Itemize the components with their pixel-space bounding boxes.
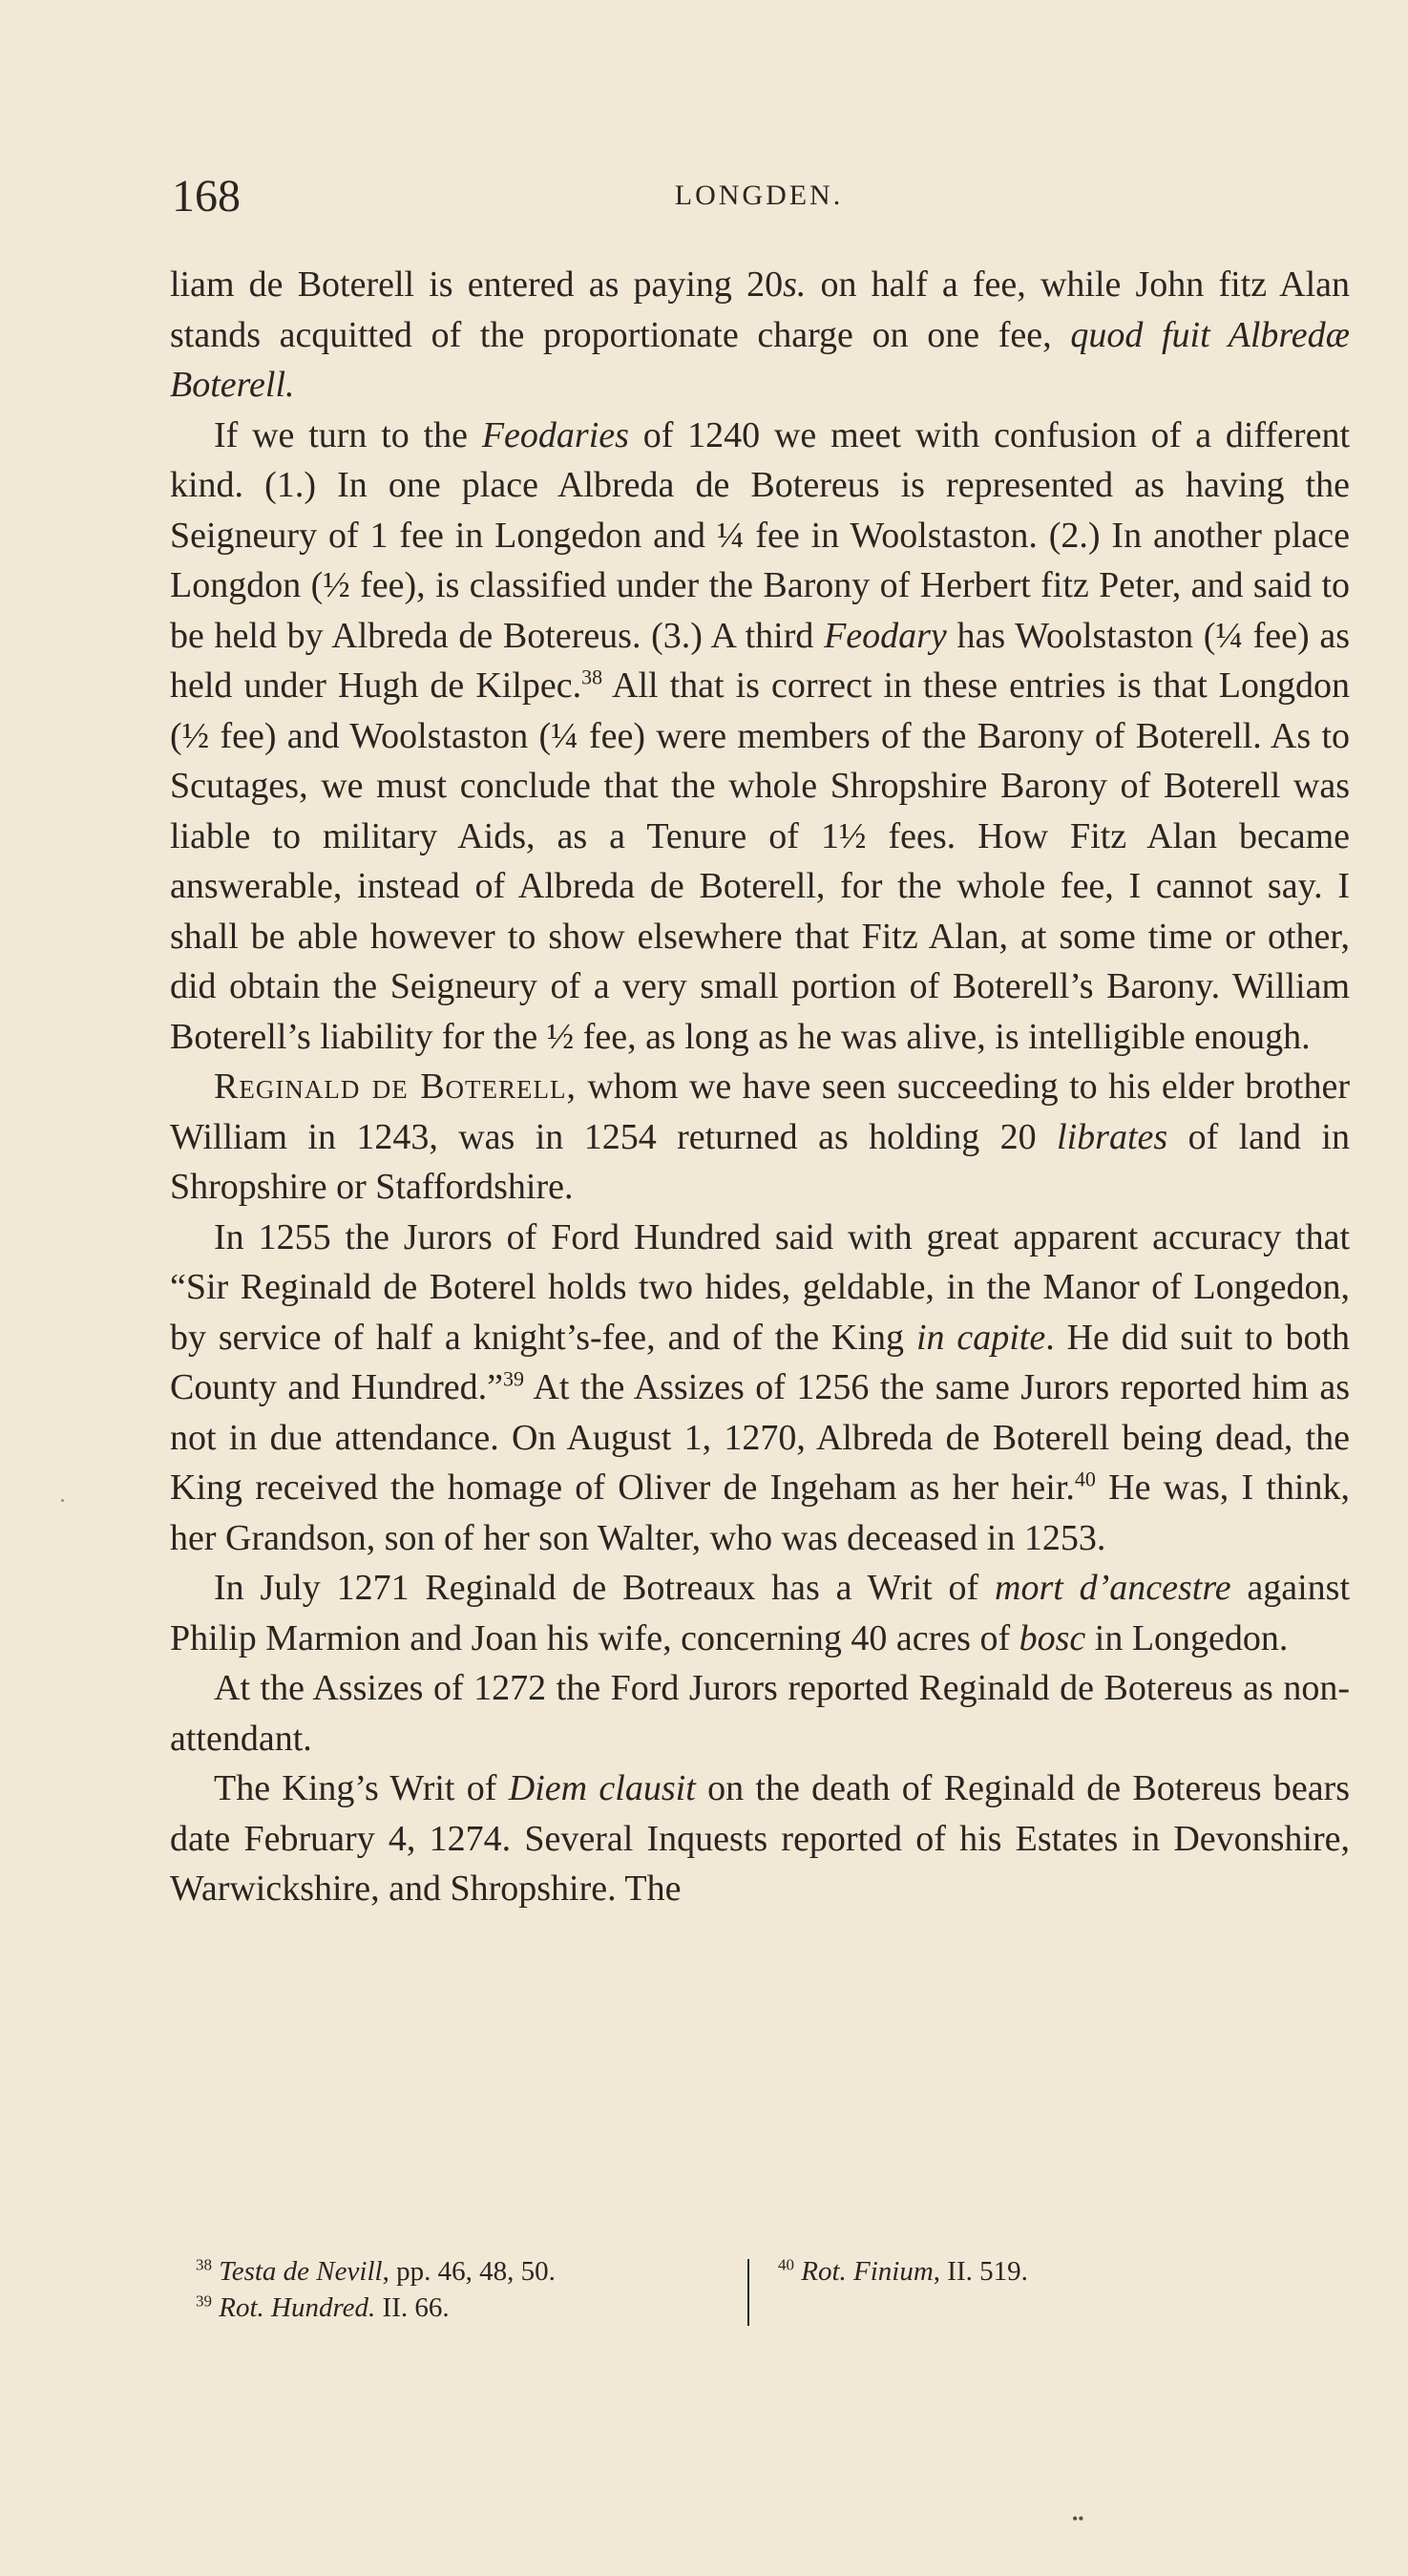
paragraph-4: In 1255 the Jurors of Ford Hundred said with great apparent accuracy that “Sir Reginald de Boterel holds two hides, geldable, in the Manor of Longedon, by service of half a knight’s-fee, and of the King in capite. He did suit to both County and Hundred.”$^{39}$ At the Assizes of 1256 the same Jurors reported him as not in due attendance. On August 1, 1270, Albreda de Boterell being dead, the King received the homage of Oliver de Ingeham as her heir.$^{40}$ He was, I think, her Grandson, son of her son Walter, who was deceased in 1253.: [170, 1216, 1351, 1558]
footnote-40: $^{40}$ Rot. Finium, II. 519.: [778, 2255, 1028, 2287]
footnote-ref-38[interactable]: 38: [581, 665, 603, 689]
paragraph-1: liam de Boterell is entered as paying 20s. on half a fee, while John fitz Alan stands acquitted of the proportionate charge on one fee, quod fuit Albredæ Boterell.: [170, 264, 1350, 405]
paper-speck: [61, 1499, 64, 1502]
bottom-mark: ••: [1072, 2509, 1084, 2528]
paragraph-7: The King’s Writ of Diem clausit on the death of Reginald de Botereus bears date February 4, 1274. Several Inquests reported of his Estates in Devonshire, Warwickshire, and Shropshire. The: [170, 1768, 1351, 1909]
paragraph-3: Reginald de Boterell, whom we have seen succeeding to his elder brother William in 1243, was in 1254 returned as holding 20 librates of land in Shropshire or Staffordshire.: [170, 1066, 1351, 1207]
footnote-ref-40[interactable]: 40: [1074, 1467, 1096, 1491]
footnote-column-divider: [747, 2259, 749, 2326]
footnote-38: $^{38}$ Testa de Nevill, pp. 46, 48, 50.: [196, 2255, 556, 2287]
footnote-ref-39[interactable]: 39: [503, 1366, 525, 1391]
section-heading-name: Reginald de Boterell,: [214, 1066, 578, 1107]
paragraph-6: At the Assizes of 1272 the Ford Jurors reported Reginald de Botereus as non-attendant.: [170, 1668, 1350, 1759]
body-text: [170, 260, 1350, 1914]
running-head: LONGDEN.: [674, 179, 844, 211]
paragraph-2: If we turn to the Feodaries of 1240 we meet with confusion of a different kind. (1.) In one place Albreda de Botereus is represented as having the Seigneury of 1 fee in Longedon and ¼ fee in Woolstaston. (2.) In another place Longdon (½ fee), is classified under the Barony of Herbert fitz Peter, and said to be held by Albreda de Botereus. (3.) A third Feodary has Woolstaston (¼ fee) as held under Hugh de Kilpec.$^{38}$ All that is correct in these entries is that Longdon (½ fee) and Woolstaston (¼ fee) were members of the Barony of Boterell. As to Scutages, we must conclude that the whole Shropshire Barony of Boterell was liable to military Aids, as a Tenure of 1½ fees. How Fitz Alan became answerable, instead of Albreda de Boterell, for the whole fee, I cannot say. I shall be able however to show elsewhere that Fitz Alan, at some time or other, did obtain the Seigneury of a very small portion of Boterell’s Barony. William Boterell’s liability for the ½ fee, as long as he was alive, is intelligible enough.: [170, 414, 1351, 1057]
page-header: [172, 170, 1346, 227]
footnote-39: $^{39}$ Rot. Hundred. II. 66.: [196, 2291, 450, 2323]
footnotes-right-column: [778, 2253, 1255, 2290]
paragraph-5: In July 1271 Reginald de Botreaux has a Writ of mort d’ancestre against Philip Marmion and Joan his wife, concerning 40 acres of bosc in Longedon.: [170, 1568, 1351, 1658]
page-number: 168: [172, 171, 241, 222]
footnotes-left-column: [196, 2253, 730, 2326]
